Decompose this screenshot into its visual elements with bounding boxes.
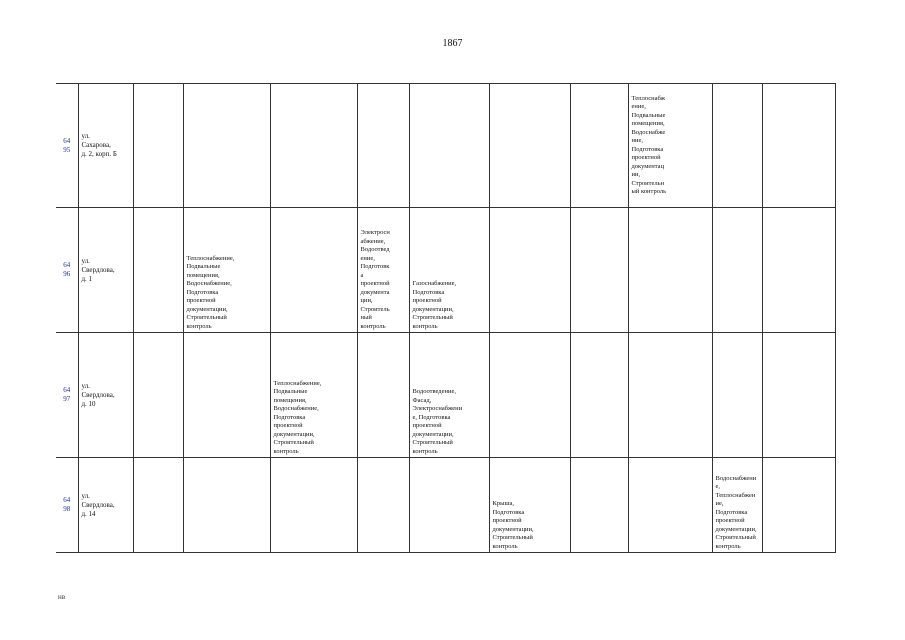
table-cell [570, 208, 628, 333]
table-cell: Теплоснабжение, Подвальные помещения, Водоснабжение, Подготовка проектной документации, Строительный контроль [183, 208, 270, 333]
table-cell [183, 333, 270, 458]
table-cell [762, 84, 835, 208]
table-cell [762, 208, 835, 333]
table-cell [489, 208, 570, 333]
table-cell [133, 84, 183, 208]
table-cell [628, 208, 712, 333]
table-cell [409, 84, 489, 208]
table-row [56, 458, 835, 553]
table-cell: Теплоснабж ение, Подвальные помещения, Водоснабже ние, Подготовка проектной документац ии, Строительн ый контроль [628, 84, 712, 208]
table-cell [628, 458, 712, 553]
table-cell [712, 84, 762, 208]
row-number: 64 97 [56, 333, 78, 458]
table-cell [357, 458, 409, 553]
table-row [56, 208, 835, 333]
row-address: ул. Сахарова, д. 2, корп. Б [78, 84, 133, 208]
row-address: ул. Свердлова, д. 10 [78, 333, 133, 458]
row-number: 64 95 [56, 84, 78, 208]
table-cell [357, 84, 409, 208]
table-cell: Электросн абжение, Водоотвед ение, Подготовк а проектной документа ции, Строитель ный контроль [357, 208, 409, 333]
footer-mark: нв [58, 593, 66, 601]
table-cell [409, 458, 489, 553]
table-cell [357, 333, 409, 458]
table-row [56, 84, 835, 208]
table-cell [270, 208, 357, 333]
table-cell: Водоотведение, Фасад, Электроснабжени е, Подготовка проектной документации, Строительный контроль [409, 333, 489, 458]
table-cell [762, 333, 835, 458]
table-cell: Газоснабжение, Подготовка проектной документации, Строительный контроль [409, 208, 489, 333]
row-number: 64 96 [56, 208, 78, 333]
table-cell: Крыша, Подготовка проектной документации, Строительный контроль [489, 458, 570, 553]
table-cell [570, 84, 628, 208]
row-address: ул. Свердлова, д. 14 [78, 458, 133, 553]
table-cell: Водоснабжение, Теплоснабжение, Подготовка проектной документации, Строительный контроль [712, 458, 762, 553]
table-cell: Теплоснабжение, Подвальные помещения, Водоснабжение, Подготовка проектной документации, Строительный контроль [270, 333, 357, 458]
table-cell [270, 458, 357, 553]
table-cell [133, 458, 183, 553]
table-cell [489, 333, 570, 458]
table-cell [628, 333, 712, 458]
works-schedule-table [56, 83, 836, 553]
table-cell [712, 333, 762, 458]
table-cell [133, 208, 183, 333]
table-cell [712, 208, 762, 333]
table-cell [183, 84, 270, 208]
table-cell [270, 84, 357, 208]
table-cell [183, 458, 270, 553]
table-cell [133, 333, 183, 458]
row-address: ул. Свердлова, д. 1 [78, 208, 133, 333]
table-cell [762, 458, 835, 553]
table-row [56, 333, 835, 458]
table-cell [570, 333, 628, 458]
table-cell [570, 458, 628, 553]
page-number: 1867 [442, 38, 463, 49]
table-cell [489, 84, 570, 208]
row-number: 64 98 [56, 458, 78, 553]
